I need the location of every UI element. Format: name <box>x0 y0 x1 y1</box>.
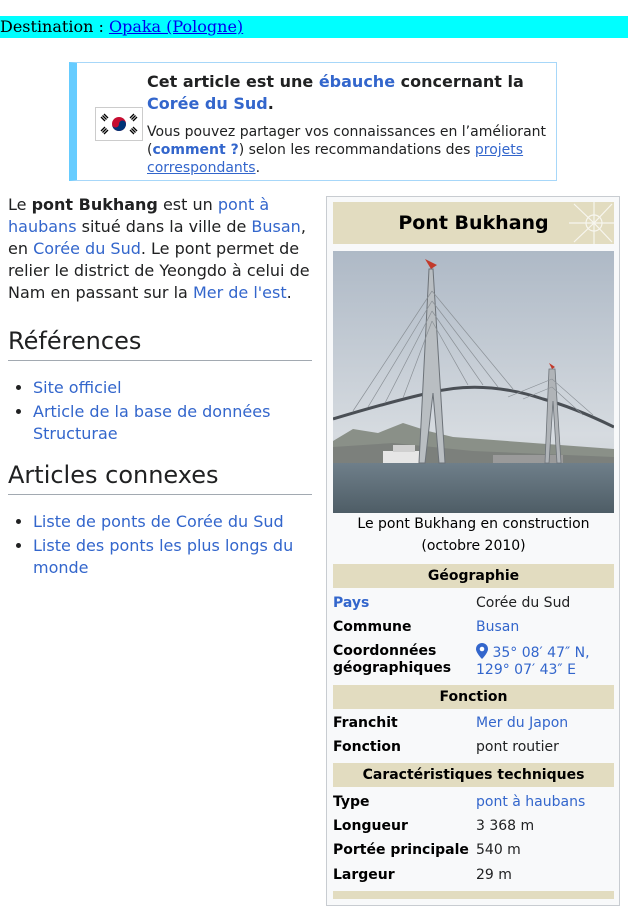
coordinates-text[interactable]: 35° 08′ 47″ N, 129° 07′ 43″ E <box>476 645 590 678</box>
crosses-link[interactable]: Mer du Japon <box>476 715 569 731</box>
korea-bridges-list-link[interactable]: Liste de ponts de Corée du Sud <box>33 512 284 531</box>
main-span-value: 540 m <box>476 842 521 858</box>
map-pin-icon <box>476 643 488 659</box>
destination-bar <box>0 16 628 38</box>
width-value: 29 m <box>476 867 512 883</box>
busan-link[interactable]: Busan <box>251 217 301 236</box>
commune-label: Commune <box>333 619 412 635</box>
section-function: Fonction <box>333 685 614 709</box>
official-site-link[interactable]: Site officiel <box>33 378 122 397</box>
south-korea-flag-icon <box>95 107 143 141</box>
photo-caption: Le pont Bukhang en construction (octobre 2010) <box>357 516 590 554</box>
korea-link[interactable]: Corée du Sud <box>147 94 268 113</box>
projects-link[interactable]: projets correspondants <box>147 142 524 176</box>
commune-link[interactable]: Busan <box>476 619 520 635</box>
width-label: Largeur <box>333 867 395 883</box>
function-label: Fonction <box>333 739 401 755</box>
longest-bridges-list-link[interactable]: Liste des ponts les plus longs du monde <box>33 536 294 577</box>
how-link[interactable]: comment ? <box>152 142 239 158</box>
structurae-link[interactable]: Article de la base de données Structurae <box>33 402 271 443</box>
stub-banner <box>69 62 557 181</box>
destination-link[interactable]: Opaka (Pologne) <box>108 17 244 36</box>
coordinates-value[interactable] <box>476 643 616 679</box>
related-articles-heading: Articles connexes <box>8 460 312 495</box>
list-item <box>33 535 333 579</box>
stub-title: Cet article est une ébauche concernant la Corée du Sud. <box>147 72 524 113</box>
crosses-label: Franchit <box>333 715 398 731</box>
list-item <box>33 377 333 399</box>
function-value: pont routier <box>476 739 559 755</box>
bridge-photo[interactable] <box>333 251 614 513</box>
type-link[interactable]: pont à haubans <box>476 794 586 810</box>
related-articles-list <box>8 511 333 581</box>
references-list <box>8 377 333 447</box>
stub-link[interactable]: ébauche <box>318 72 396 91</box>
stub-text: Vous pouvez partager vos connaissances en l’améliorant (comment ?) selon les recommandations des projets correspondants. <box>147 124 547 176</box>
infobox-title <box>333 202 614 244</box>
main-span-label: Portée principale <box>333 842 469 858</box>
south-korea-link[interactable]: Corée du Sud <box>33 239 141 258</box>
infobox-title-text: Pont Bukhang <box>398 212 549 234</box>
length-value: 3 368 m <box>476 818 535 834</box>
intro-paragraph: Le pont Bukhang est un pont à haubans situé dans la ville de Busan, en Corée du Sud. Le pont permet de relier le district de Yeongdo à celui de Nam en passant sur la Mer de l'est. <box>8 195 310 302</box>
section-next <box>333 891 614 899</box>
references-heading: Références <box>8 326 312 361</box>
section-geography: Géographie <box>333 564 614 588</box>
cable-stayed-link[interactable]: pont à haubans <box>8 195 270 236</box>
country-value: Corée du Sud <box>476 595 571 611</box>
list-item <box>33 511 333 533</box>
article-subject: pont Bukhang <box>31 195 158 214</box>
section-technical: Caractéristiques techniques <box>333 763 614 787</box>
east-sea-link[interactable]: Mer de l'est <box>192 283 287 302</box>
coordinates-label: Coordonnées géographiques <box>333 643 452 676</box>
type-label: Type <box>333 794 370 810</box>
list-item <box>33 401 333 445</box>
country-label-link[interactable]: Pays <box>333 595 370 611</box>
length-label: Longueur <box>333 818 408 834</box>
infobox <box>326 196 620 906</box>
destination-prefix: Destination : <box>0 17 109 36</box>
